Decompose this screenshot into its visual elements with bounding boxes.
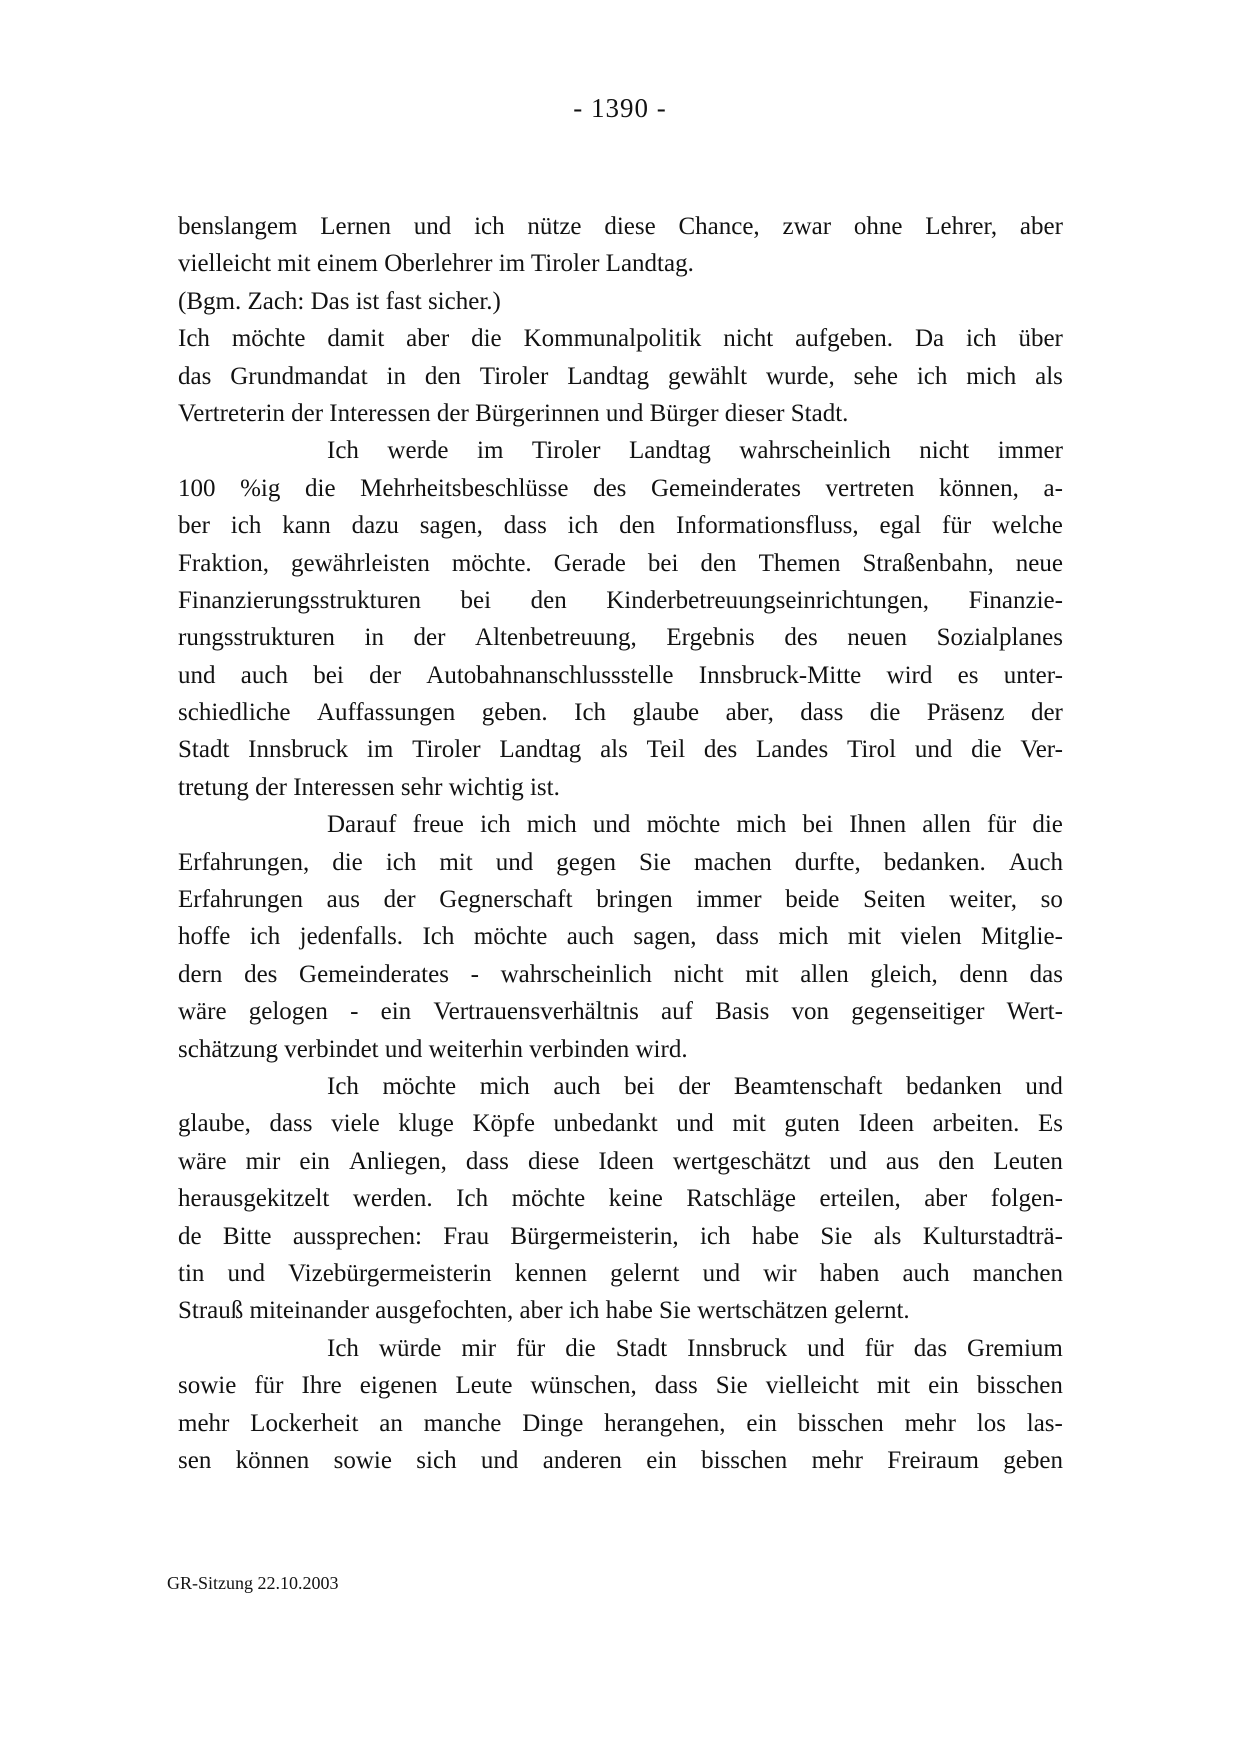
text-line: tretung der Interessen sehr wichtig ist. [178,773,560,801]
text-line: sowie für Ihre eigenen Leute wünschen, dass Sie vielleicht mit ein bisschen [178,1372,1063,1400]
text-line: Stadt Innsbruck im Tiroler Landtag als Teil des Landes Tirol und die Ver- [178,736,1063,764]
text-line: glaube, dass viele kluge Köpfe unbedankt und mit guten Ideen arbeiten. Es [178,1110,1063,1138]
text-line: dern des Gemeinderates - wahrscheinlich nicht mit allen gleich, denn das [178,960,1063,988]
text-line: Darauf freue ich mich und möchte mich bei Ihnen allen für die [327,811,1063,839]
text-line: wäre mir ein Anliegen, dass diese Ideen wertgeschätzt und aus den Leuten [178,1147,1063,1175]
text-line: Erfahrungen, die ich mit und gegen Sie machen durfte, bedanken. Auch [178,848,1063,876]
text-line: schätzung verbindet und weiterhin verbinden wird. [178,1035,688,1063]
footer-session-label: GR-Sitzung 22.10.2003 [167,1573,339,1593]
text-line: rungsstrukturen in der Altenbetreuung, Ergebnis des neuen Sozialplanes [178,624,1063,652]
text-line: Finanzierungsstrukturen bei den Kinderbetreuungseinrichtungen, Finanzie- [178,586,1063,614]
text-line: tin und Vizebürgermeisterin kennen gelernt und wir haben auch manchen [178,1259,1063,1287]
text-line: Ich möchte damit aber die Kommunalpolitik nicht aufgeben. Da ich über [178,325,1063,353]
text-line: Ich möchte mich auch bei der Beamtenschaft bedanken und [327,1072,1063,1100]
text-line: benslangem Lernen und ich nütze diese Chance, zwar ohne Lehrer, aber [178,213,1063,240]
text-line: 100 %ig die Mehrheitsbeschlüsse des Gemeinderates vertreten können, a- [178,474,1063,502]
text-line: das Grundmandat in den Tiroler Landtag gewählt wurde, sehe ich mich als [178,362,1063,390]
text-line: Fraktion, gewährleisten möchte. Gerade bei den Themen Straßenbahn, neue [178,549,1063,577]
text-line: sen können sowie sich und anderen ein bisschen mehr Freiraum geben [178,1446,1063,1474]
text-line: Ich werde im Tiroler Landtag wahrscheinlich nicht immer [327,437,1063,465]
text-line: schiedliche Auffassungen geben. Ich glaube aber, dass die Präsenz der [178,699,1063,727]
text-line: Strauß miteinander ausgefochten, aber ich habe Sie wertschätzen gelernt. [178,1297,910,1325]
text-line: hoffe ich jedenfalls. Ich möchte auch sagen, dass mich mit vielen Mitglie- [178,923,1063,951]
text-line: vielleicht mit einem Oberlehrer im Tiroler Landtag. [178,250,694,278]
text-line: ber ich kann dazu sagen, dass ich den Informationsfluss, egal für welche [178,512,1063,540]
text-line: mehr Lockerheit an manche Dinge herangehen, ein bisschen mehr los las- [178,1409,1063,1437]
text-line: Ich würde mir für die Stadt Innsbruck und für das Gremium [327,1334,1063,1362]
text-line: (Bgm. Zach: Das ist fast sicher.) [178,287,501,315]
text-line: Vertreterin der Interessen der Bürgerinnen und Bürger dieser Stadt. [178,399,849,427]
text-line: und auch bei der Autobahnanschlussstelle Innsbruck-Mitte wird es unter- [178,661,1063,689]
document-body [178,208,1063,1479]
text-line: wäre gelogen - ein Vertrauensverhältnis auf Basis von gegenseitiger Wert- [178,998,1063,1026]
text-line: de Bitte aussprechen: Frau Bürgermeisterin, ich habe Sie als Kulturstadträ- [178,1222,1063,1250]
text-line: Erfahrungen aus der Gegnerschaft bringen immer beide Seiten weiter, so [178,886,1063,914]
page-number: - 1390 - [573,93,667,123]
text-line: herausgekitzelt werden. Ich möchte keine Ratschläge erteilen, aber folgen- [178,1185,1063,1213]
